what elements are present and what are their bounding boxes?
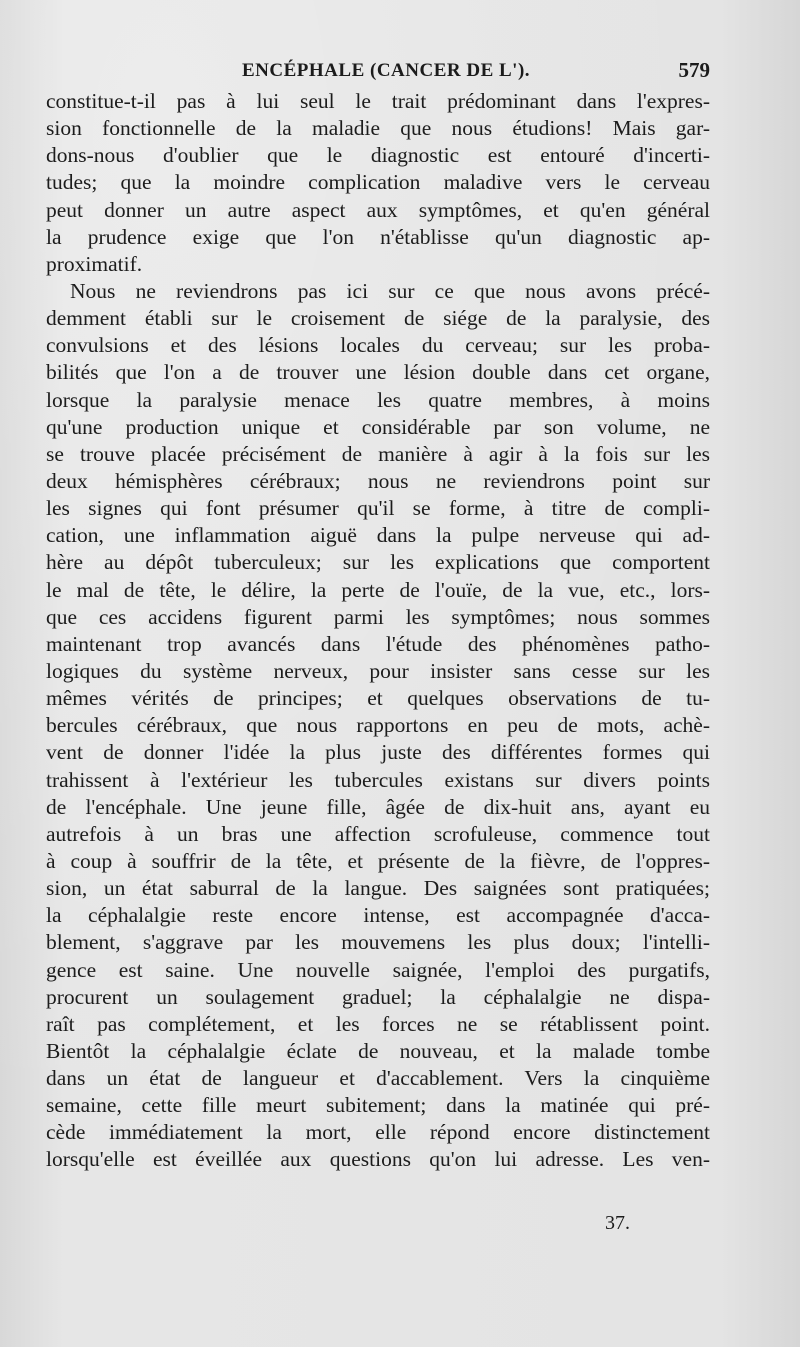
text-line: cation, une inflammation aiguë dans la pulpe nerveuse qui ad- xyxy=(46,523,710,548)
text-line: les signes qui font présumer qu'il se forme, à titre de compli- xyxy=(46,496,710,521)
text-line: demment établi sur le croisement de siége de la paralysie, des xyxy=(46,306,710,331)
page-header xyxy=(46,56,710,86)
text-line: que ces accidens figurent parmi les symptômes; nous sommes xyxy=(46,604,710,629)
text-line: Bientôt la céphalalgie éclate de nouveau, et la malade tombe xyxy=(46,1038,710,1063)
signature-mark: 37. xyxy=(605,1212,630,1234)
text-line: vent de donner l'idée la plus juste des différentes formes qui xyxy=(46,740,710,765)
text-line: se trouve placée précisément de manière à agir à la fois sur les xyxy=(46,441,710,466)
text-line: à coup à souffrir de la tête, et présente de la fièvre, de l'oppres- xyxy=(46,848,710,873)
body-text xyxy=(46,88,710,1174)
text-line: raît pas complétement, et les forces ne se rétablissent point. xyxy=(46,1011,710,1036)
text-line: maintenant trop avancés dans l'étude des phénomènes patho- xyxy=(46,631,710,656)
text-line: qu'une production unique et considérable par son volume, ne xyxy=(46,414,710,439)
page-number: 579 xyxy=(678,58,710,82)
text-line: lorsque la paralysie menace les quatre membres, à moins xyxy=(46,387,710,412)
text-line: logiques du système nerveux, pour insister sans cesse sur les xyxy=(46,658,710,683)
text-line: gence est saine. Une nouvelle saignée, l'emploi des purgatifs, xyxy=(46,957,710,982)
text-line: deux hémisphères cérébraux; nous ne reviendrons point sur xyxy=(46,468,710,493)
text-line: semaine, cette fille meurt subitement; dans la matinée qui pré- xyxy=(46,1093,710,1118)
text-line: convulsions et des lésions locales du cerveau; sur les proba- xyxy=(46,333,710,358)
text-line: dans un état de langueur et d'accablement. Vers la cinquième xyxy=(46,1066,710,1091)
text-line: procurent un soulagement graduel; la céphalalgie ne dispa- xyxy=(46,984,710,1009)
text-line: trahissent à l'extérieur les tubercules existans sur divers points xyxy=(46,767,710,792)
text-line: la prudence exige que l'on n'établisse qu'un diagnostic ap- xyxy=(46,224,710,249)
running-title: ENCÉPHALE (CANCER DE L'). xyxy=(242,60,531,81)
text-line: bilités que l'on a de trouver une lésion double dans cet organe, xyxy=(46,360,710,385)
text-line: hère au dépôt tuberculeux; sur les explications que comportent xyxy=(46,550,710,575)
text-line: mêmes vérités de principes; et quelques observations de tu- xyxy=(46,686,710,711)
text-line: sion, un état saburral de la langue. Des saignées sont pratiquées; xyxy=(46,876,710,901)
text-line: le mal de tête, le délire, la perte de l'ouïe, de la vue, etc., lors- xyxy=(46,577,710,602)
text-line: cède immédiatement la mort, elle répond encore distinctement xyxy=(46,1120,710,1145)
text-line: blement, s'aggrave par les mouvemens les plus doux; l'intelli- xyxy=(46,930,710,955)
text-line: sion fonctionnelle de la maladie que nous étudions! Mais gar- xyxy=(46,116,710,141)
text-line: proximatif. xyxy=(46,251,143,276)
text-line: constitue-t-il pas à lui seul le trait prédominant dans l'expres- xyxy=(46,89,710,113)
text-line: bercules cérébraux, que nous rapportons en peu de mots, achè- xyxy=(46,713,710,738)
text-line: la céphalalgie reste encore intense, est accompagnée d'acca- xyxy=(46,903,710,928)
text-line: lorsqu'elle est éveillée aux questions qu'on lui adresse. Les ven- xyxy=(46,1147,710,1172)
text-line: autrefois à un bras une affection scrofuleuse, commence tout xyxy=(46,821,710,846)
text-line: tudes; que la moindre complication maladive vers le cerveau xyxy=(46,170,710,195)
text-line: Nous ne reviendrons pas ici sur ce que nous avons précé- xyxy=(70,278,710,303)
text-line: de l'encéphale. Une jeune fille, âgée de dix-huit ans, ayant eu xyxy=(46,794,710,819)
text-line: peut donner un autre aspect aux symptômes, et qu'en général xyxy=(46,197,710,222)
text-line: dons-nous d'oublier que le diagnostic est entouré d'incerti- xyxy=(46,143,710,168)
